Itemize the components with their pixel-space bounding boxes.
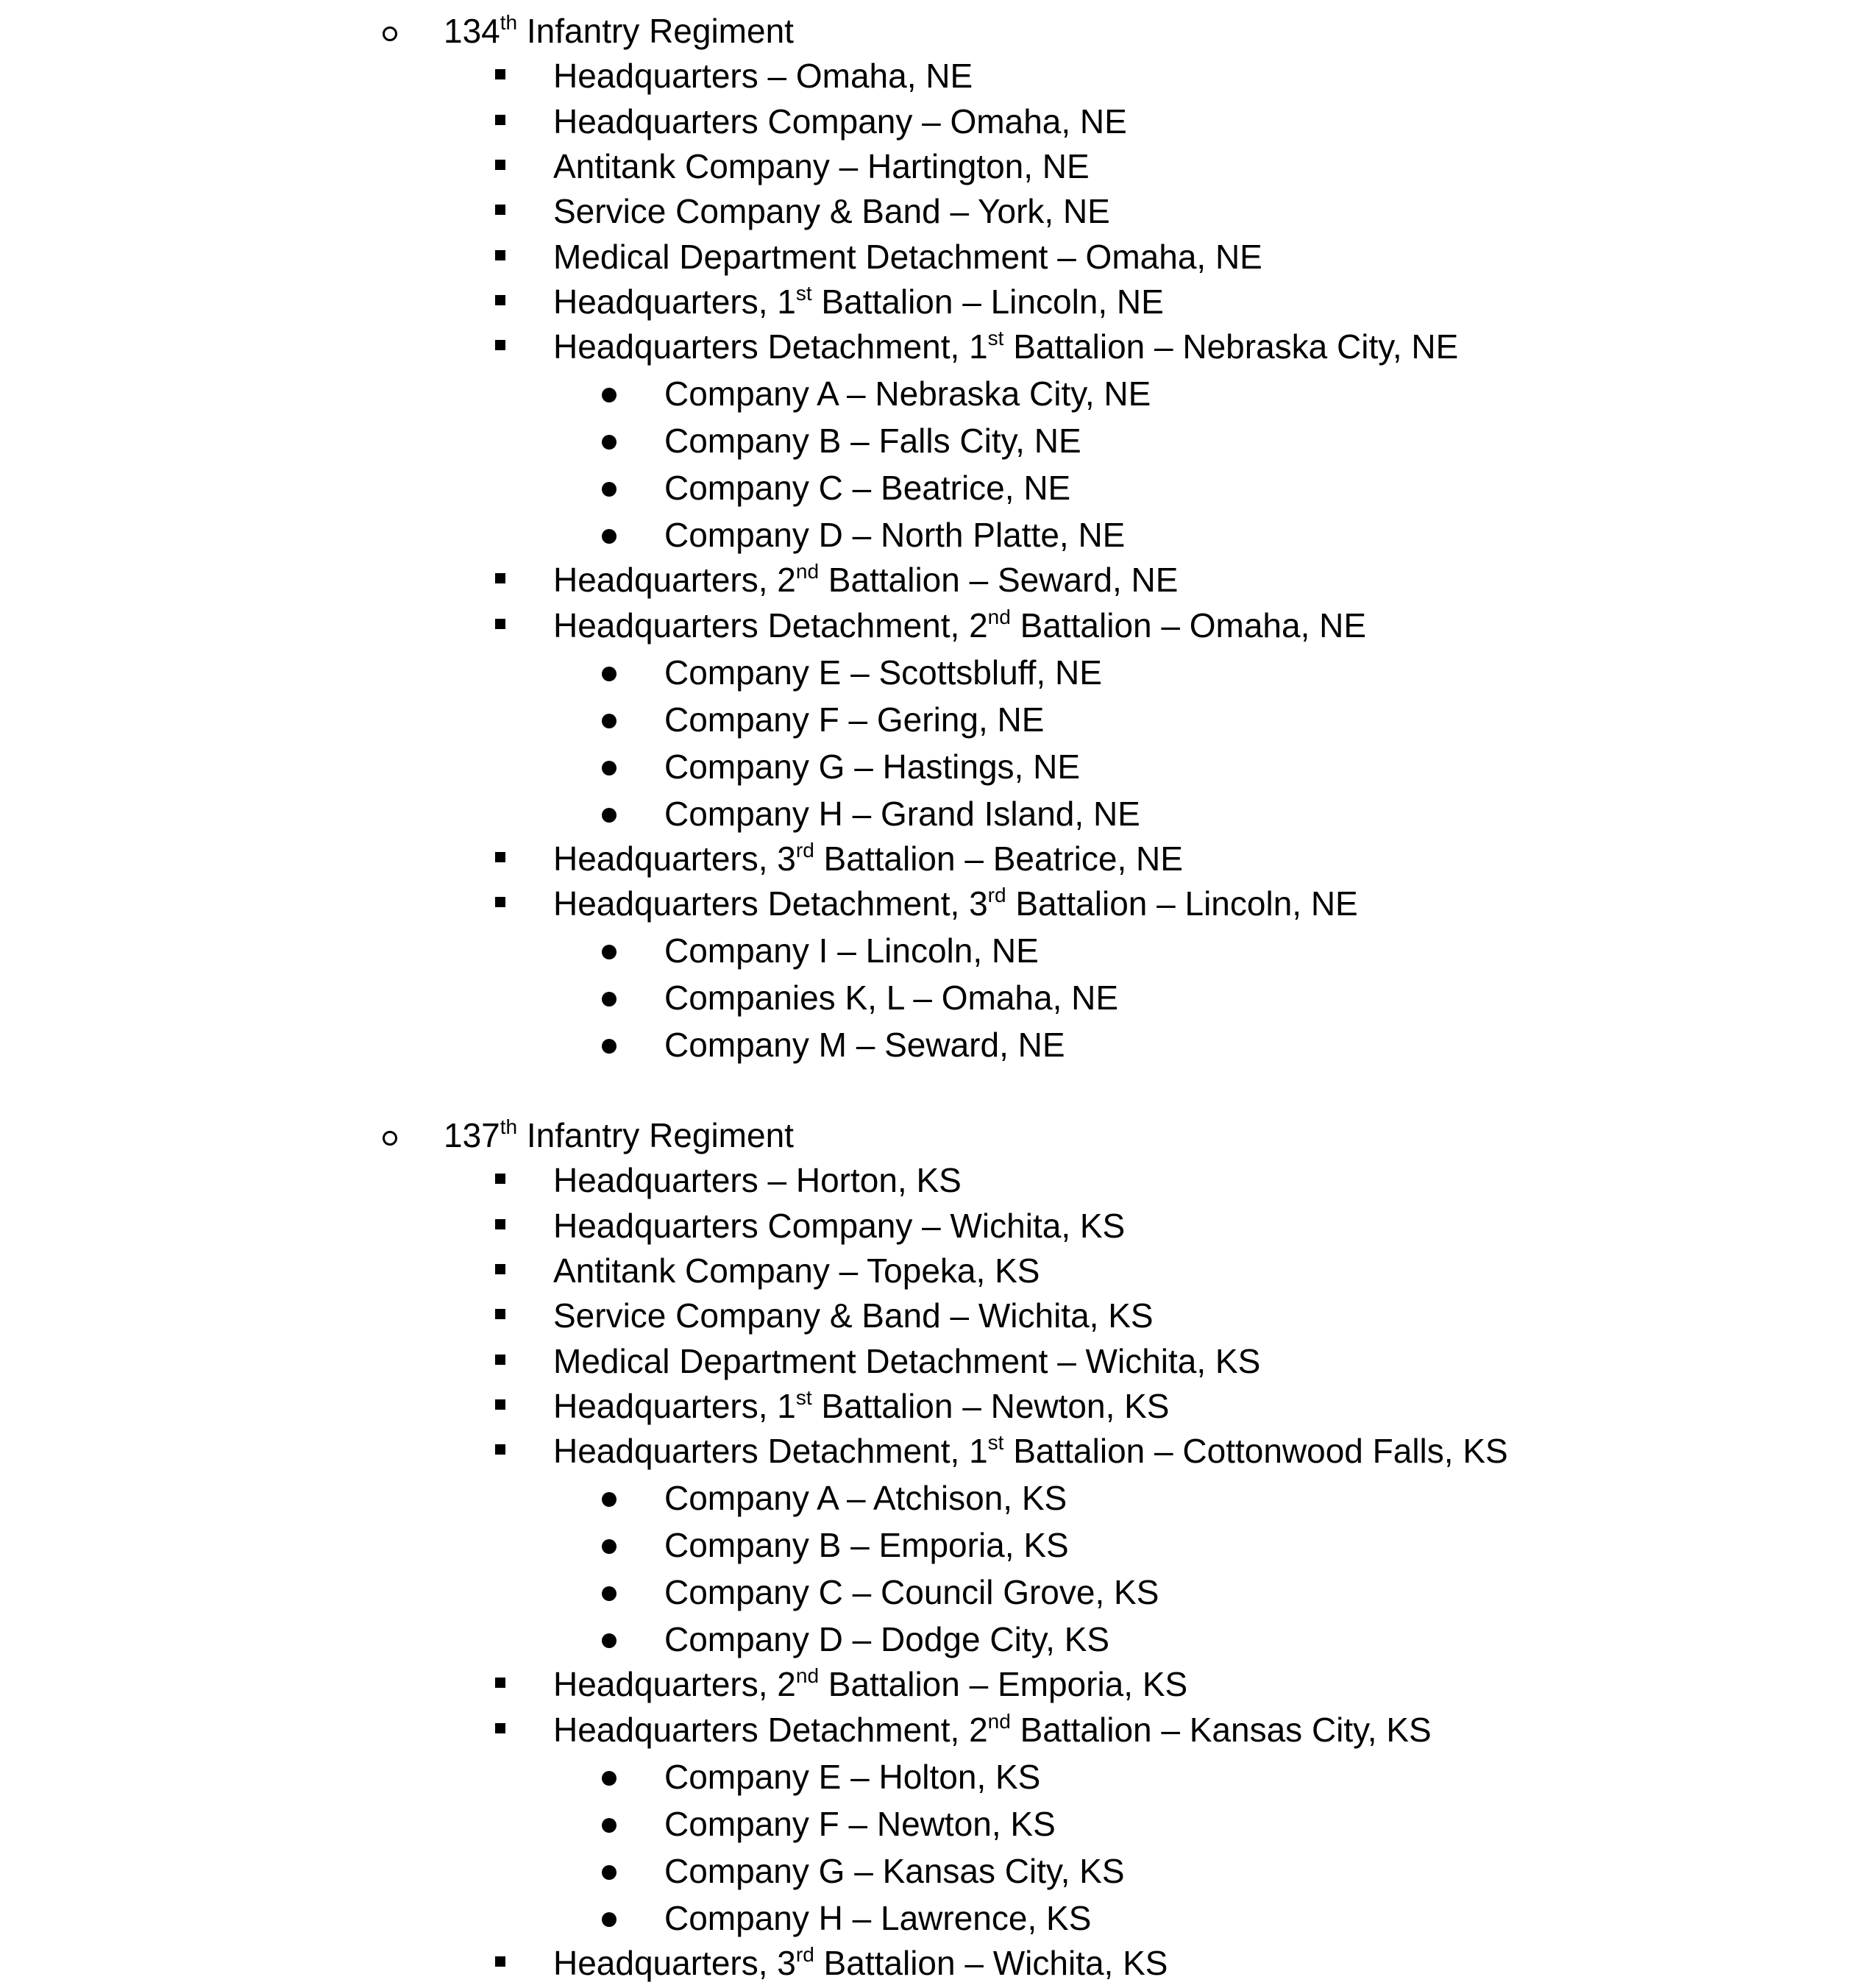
disc-bullet-icon	[602, 1912, 617, 1927]
ordinal-suffix: th	[500, 11, 518, 34]
company-list-item-text: Company H – Lawrence, KS	[664, 1898, 1092, 1937]
company-list-item	[664, 374, 1151, 413]
unit-list-item	[553, 1943, 1168, 1982]
square-bullet-icon	[495, 1956, 505, 1967]
unit-list-item	[553, 605, 1367, 645]
square-bullet-icon	[495, 1723, 505, 1733]
unit-list-item-text: Battalion – Seward, NE	[819, 561, 1179, 600]
unit-list-item	[553, 1431, 1508, 1471]
unit-list-item-text: Battalion – Nebraska City, NE	[1003, 327, 1459, 366]
square-bullet-icon	[495, 1309, 505, 1319]
unit-list-item	[553, 327, 1459, 366]
unit-list-item	[553, 146, 1090, 185]
square-bullet-icon	[495, 205, 505, 215]
ordinal-suffix: rd	[987, 884, 1006, 907]
unit-list-item-text: Headquarters Company – Omaha, NE	[553, 102, 1127, 141]
company-list-item	[664, 1479, 1067, 1518]
disc-bullet-icon	[602, 1539, 617, 1554]
unit-list-item-text: Battalion – Omaha, NE	[1010, 606, 1367, 645]
square-bullet-icon	[495, 573, 505, 583]
square-bullet-icon	[495, 619, 505, 629]
company-list-item	[664, 1573, 1159, 1612]
regiment-heading-text: Infantry Regiment	[517, 1116, 794, 1154]
unit-list-item	[553, 1385, 1170, 1425]
disc-bullet-icon	[602, 1865, 617, 1880]
unit-list-item-text: Antitank Company – Hartington, NE	[553, 146, 1090, 185]
unit-list-item	[553, 884, 1358, 923]
company-list-item-text: Company E – Holton, KS	[664, 1757, 1041, 1796]
unit-list-item-text: Headquarters Detachment, 2	[553, 1710, 988, 1749]
square-bullet-icon	[495, 1219, 505, 1229]
company-list-item	[664, 653, 1102, 692]
unit-list-item	[553, 1206, 1126, 1245]
square-bullet-icon	[495, 1264, 505, 1274]
unit-list-item-text: Battalion – Emporia, KS	[819, 1665, 1188, 1704]
company-list-item-text: Company F – Newton, KS	[664, 1804, 1056, 1843]
company-list-item-text: Company G – Hastings, NE	[664, 747, 1081, 786]
company-list-item-text: Company C – Council Grove, KS	[664, 1573, 1159, 1612]
unit-list-item-text: Headquarters – Omaha, NE	[553, 57, 973, 96]
square-bullet-icon	[495, 1174, 505, 1184]
company-list-item-text: Company C – Beatrice, NE	[664, 469, 1071, 508]
square-bullet-icon	[495, 1444, 505, 1455]
square-bullet-icon	[495, 897, 505, 907]
square-bullet-icon	[495, 852, 505, 862]
unit-list-item	[553, 1161, 962, 1200]
disc-bullet-icon	[602, 1039, 617, 1054]
regiment-heading-text: Infantry Regiment	[517, 12, 794, 50]
square-bullet-icon	[495, 1678, 505, 1688]
company-list-item-text: Company B – Falls City, NE	[664, 422, 1081, 461]
square-bullet-icon	[495, 1355, 505, 1365]
ordinal-suffix: nd	[795, 1664, 820, 1688]
square-bullet-icon	[495, 250, 505, 260]
square-bullet-icon	[495, 160, 505, 170]
unit-list-item-text: Battalion – Lincoln, NE	[1006, 884, 1358, 923]
unit-list-item-text: Headquarters, 1	[553, 1386, 796, 1425]
company-list-item	[664, 1620, 1110, 1659]
ordinal-suffix: nd	[795, 560, 820, 583]
unit-list-item	[553, 1341, 1261, 1380]
unit-list-item	[553, 192, 1110, 231]
company-list-item-text: Company D – North Platte, NE	[664, 516, 1126, 555]
unit-list-item-text: Headquarters, 3	[553, 839, 796, 878]
disc-bullet-icon	[602, 1771, 617, 1786]
unit-list-item	[553, 1664, 1188, 1704]
unit-list-item-text: Service Company & Band – Wichita, KS	[553, 1296, 1154, 1335]
disc-bullet-icon	[602, 1492, 617, 1507]
unit-list-item	[553, 237, 1262, 276]
company-list-item	[664, 747, 1081, 786]
regiment-heading	[444, 11, 794, 50]
disc-bullet-icon	[602, 714, 617, 728]
company-list-item-text: Company I – Lincoln, NE	[664, 931, 1039, 970]
company-list-item	[664, 794, 1140, 833]
circle-bullet-icon	[383, 1131, 397, 1146]
unit-list-item	[553, 839, 1183, 878]
unit-list-item	[553, 1296, 1154, 1335]
unit-list-item-text: Battalion – Beatrice, NE	[814, 839, 1183, 878]
company-list-item-text: Company D – Dodge City, KS	[664, 1620, 1110, 1659]
company-list-item-text: Company A – Nebraska City, NE	[664, 374, 1151, 413]
unit-list-item-text: Battalion – Kansas City, KS	[1010, 1710, 1432, 1749]
company-list-item	[664, 422, 1081, 461]
ordinal-suffix: st	[795, 1385, 812, 1409]
company-list-item-text: Company F – Gering, NE	[664, 700, 1045, 739]
disc-bullet-icon	[602, 808, 617, 823]
unit-list-item-text: Headquarters Detachment, 3	[553, 884, 988, 923]
company-list-item	[664, 1026, 1065, 1065]
ordinal-suffix: rd	[795, 1943, 814, 1966]
unit-list-item	[553, 1709, 1432, 1749]
disc-bullet-icon	[602, 761, 617, 775]
disc-bullet-icon	[602, 1633, 617, 1648]
unit-list-item	[553, 102, 1127, 141]
company-list-item-text: Company B – Emporia, KS	[664, 1526, 1069, 1565]
company-list-item-text: Company H – Grand Island, NE	[664, 794, 1140, 833]
unit-list-item-text: Battalion – Newton, KS	[811, 1386, 1170, 1425]
regiment-heading-text: 137	[444, 1116, 500, 1154]
company-list-item	[664, 1526, 1069, 1565]
square-bullet-icon	[495, 69, 505, 79]
company-list-item-text: Company M – Seward, NE	[664, 1026, 1065, 1065]
disc-bullet-icon	[602, 388, 617, 402]
square-bullet-icon	[495, 115, 505, 125]
company-list-item	[664, 931, 1039, 970]
company-list-item-text: Companies K, L – Omaha, NE	[664, 979, 1119, 1018]
square-bullet-icon	[495, 1399, 505, 1410]
company-list-item-text: Company A – Atchison, KS	[664, 1479, 1067, 1518]
regiment-heading-text: 134	[444, 12, 500, 50]
disc-bullet-icon	[602, 529, 617, 544]
unit-list-item	[553, 1251, 1040, 1290]
company-list-item	[664, 1851, 1125, 1890]
ordinal-suffix: st	[987, 1431, 1004, 1455]
square-bullet-icon	[495, 295, 505, 305]
ordinal-suffix: th	[500, 1115, 518, 1138]
disc-bullet-icon	[602, 435, 617, 450]
company-list-item	[664, 1757, 1041, 1796]
company-list-item	[664, 516, 1126, 555]
unit-list-item-text: Headquarters Company – Wichita, KS	[553, 1206, 1126, 1245]
unit-list-item	[553, 57, 973, 96]
unit-list-item-text: Headquarters, 2	[553, 1665, 796, 1704]
disc-bullet-icon	[602, 1818, 617, 1833]
unit-list-item-text: Headquarters, 1	[553, 282, 796, 321]
ordinal-suffix: nd	[987, 605, 1011, 628]
company-list-item	[664, 700, 1045, 739]
unit-list-item-text: Service Company & Band – York, NE	[553, 192, 1110, 231]
company-list-item-text: Company E – Scottsbluff, NE	[664, 653, 1102, 692]
company-list-item	[664, 469, 1071, 508]
disc-bullet-icon	[602, 945, 617, 959]
unit-list-item-text: Headquarters Detachment, 1	[553, 1432, 988, 1471]
unit-list-item-text: Headquarters, 3	[553, 1944, 796, 1982]
unit-list-item-text: Battalion – Cottonwood Falls, KS	[1003, 1432, 1508, 1471]
unit-list-item-text: Headquarters – Horton, KS	[553, 1161, 962, 1200]
circle-bullet-icon	[383, 26, 397, 41]
square-bullet-icon	[495, 340, 505, 350]
unit-list-item-text: Battalion – Lincoln, NE	[811, 282, 1164, 321]
unit-list-item-text: Battalion – Wichita, KS	[814, 1944, 1168, 1982]
ordinal-suffix: nd	[987, 1709, 1011, 1733]
disc-bullet-icon	[602, 992, 617, 1007]
unit-list-item	[553, 281, 1164, 321]
unit-list-item-text: Antitank Company – Topeka, KS	[553, 1251, 1040, 1290]
regiment-heading	[444, 1115, 794, 1154]
unit-list-item-text: Headquarters Detachment, 1	[553, 327, 988, 366]
disc-bullet-icon	[602, 667, 617, 681]
unit-list-item-text: Medical Department Detachment – Omaha, NE	[553, 237, 1262, 276]
disc-bullet-icon	[602, 482, 617, 497]
unit-list-item-text: Headquarters, 2	[553, 561, 796, 600]
ordinal-suffix: st	[987, 327, 1004, 350]
disc-bullet-icon	[602, 1586, 617, 1601]
company-list-item	[664, 1804, 1056, 1843]
ordinal-suffix: st	[795, 281, 812, 305]
unit-list-item-text: Medical Department Detachment – Wichita, KS	[553, 1341, 1261, 1380]
company-list-item	[664, 979, 1119, 1018]
ordinal-suffix: rd	[795, 839, 814, 862]
company-list-item-text: Company G – Kansas City, KS	[664, 1851, 1125, 1890]
unit-list-item-text: Headquarters Detachment, 2	[553, 606, 988, 645]
unit-list-item	[553, 560, 1179, 600]
company-list-item	[664, 1898, 1092, 1937]
